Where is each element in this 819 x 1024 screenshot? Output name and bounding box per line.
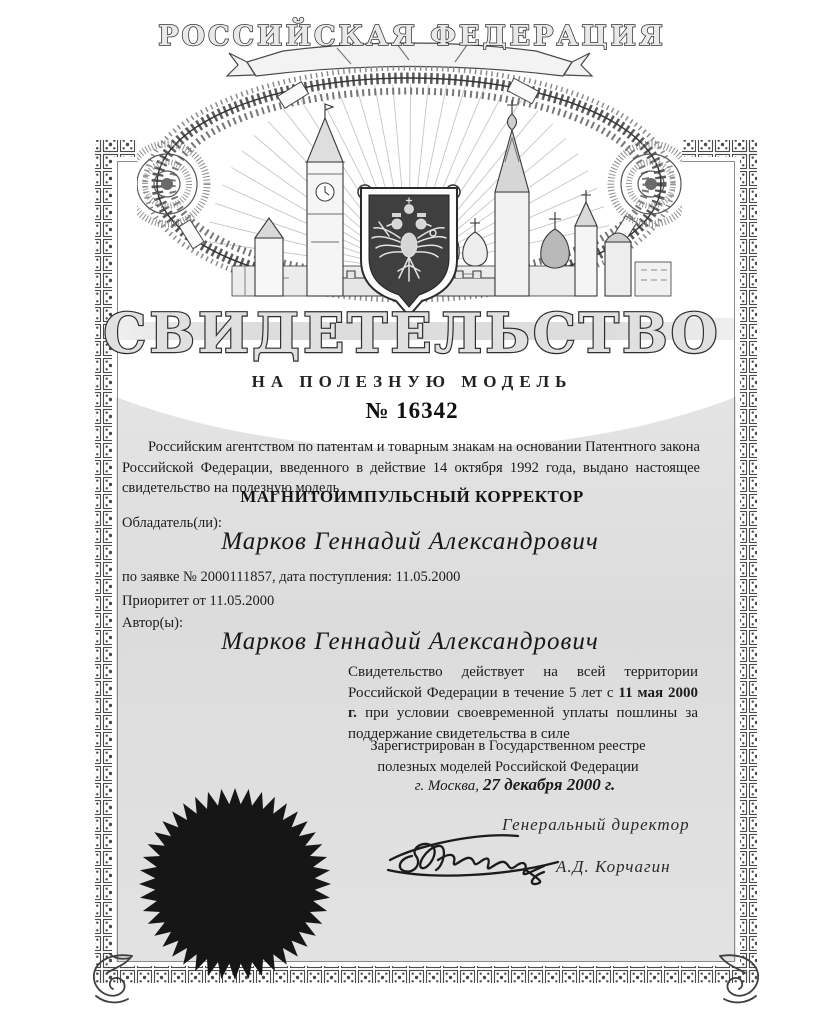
certificate-subtitle: НА ПОЛЕЗНУЮ МОДЕЛЬ xyxy=(251,372,573,391)
certificate-title xyxy=(82,300,742,368)
authors-label: Автор(ы): xyxy=(122,615,184,631)
holder-name: Марков Геннадий Александрович xyxy=(221,528,599,555)
place-text: г. Москва, xyxy=(414,778,480,794)
validity-before: Свидетельство действует на всей территории Российской Федерации в течение 5 лет с xyxy=(348,664,698,701)
date-text: 27 декабря 2000 г. xyxy=(483,775,616,794)
holder-label: Обладатель(ли): xyxy=(122,515,222,531)
validity-date: 11 мая 2000 г. xyxy=(348,684,699,722)
embossed-seal xyxy=(137,786,333,982)
certificate-number: № 16342 xyxy=(365,398,459,423)
priority-line: Приоритет от 11.05.2000 xyxy=(122,593,275,609)
application-line: по заявке № 2000111857, дата поступления: 11.05.2000 xyxy=(122,569,461,585)
place-date-line xyxy=(332,775,698,795)
director-title: Генеральный директор xyxy=(502,815,690,834)
border-right-chain xyxy=(740,140,757,983)
registration-paragraph: Зарегистрирован в Государственном реестре полезных моделей Российской Федерации xyxy=(370,738,646,775)
issued-by-paragraph: Российским агентством по патентам и товарным знакам на основании Патентного закона Российской Федерации, введенного в действие 14 октября 1992 года, выдано настоящее свидетельство на полезную модель xyxy=(122,439,700,497)
author-name: Марков Геннадий Александрович xyxy=(221,628,599,655)
certificate-title-text: СВИДЕТЕЛЬСТВО xyxy=(103,301,721,365)
validity-paragraph xyxy=(348,662,698,745)
country-header-text: РОССИЙСКАЯ ФЕДЕРАЦИЯ xyxy=(158,21,666,52)
state-emblem-engraving xyxy=(137,42,682,322)
utility-model-title: МАГНИТОИМПУЛЬСНЫЙ КОРРЕКТОР xyxy=(240,487,584,506)
border-left-chain xyxy=(95,140,112,983)
country-header xyxy=(82,12,742,56)
director-name: А.Д. Корчагин xyxy=(556,857,671,876)
director-signature-stroke xyxy=(386,826,571,888)
validity-after: при условии своевременной уплаты пошлины за поддержание свидетельства в силе xyxy=(348,705,699,743)
seal-star xyxy=(139,788,331,980)
